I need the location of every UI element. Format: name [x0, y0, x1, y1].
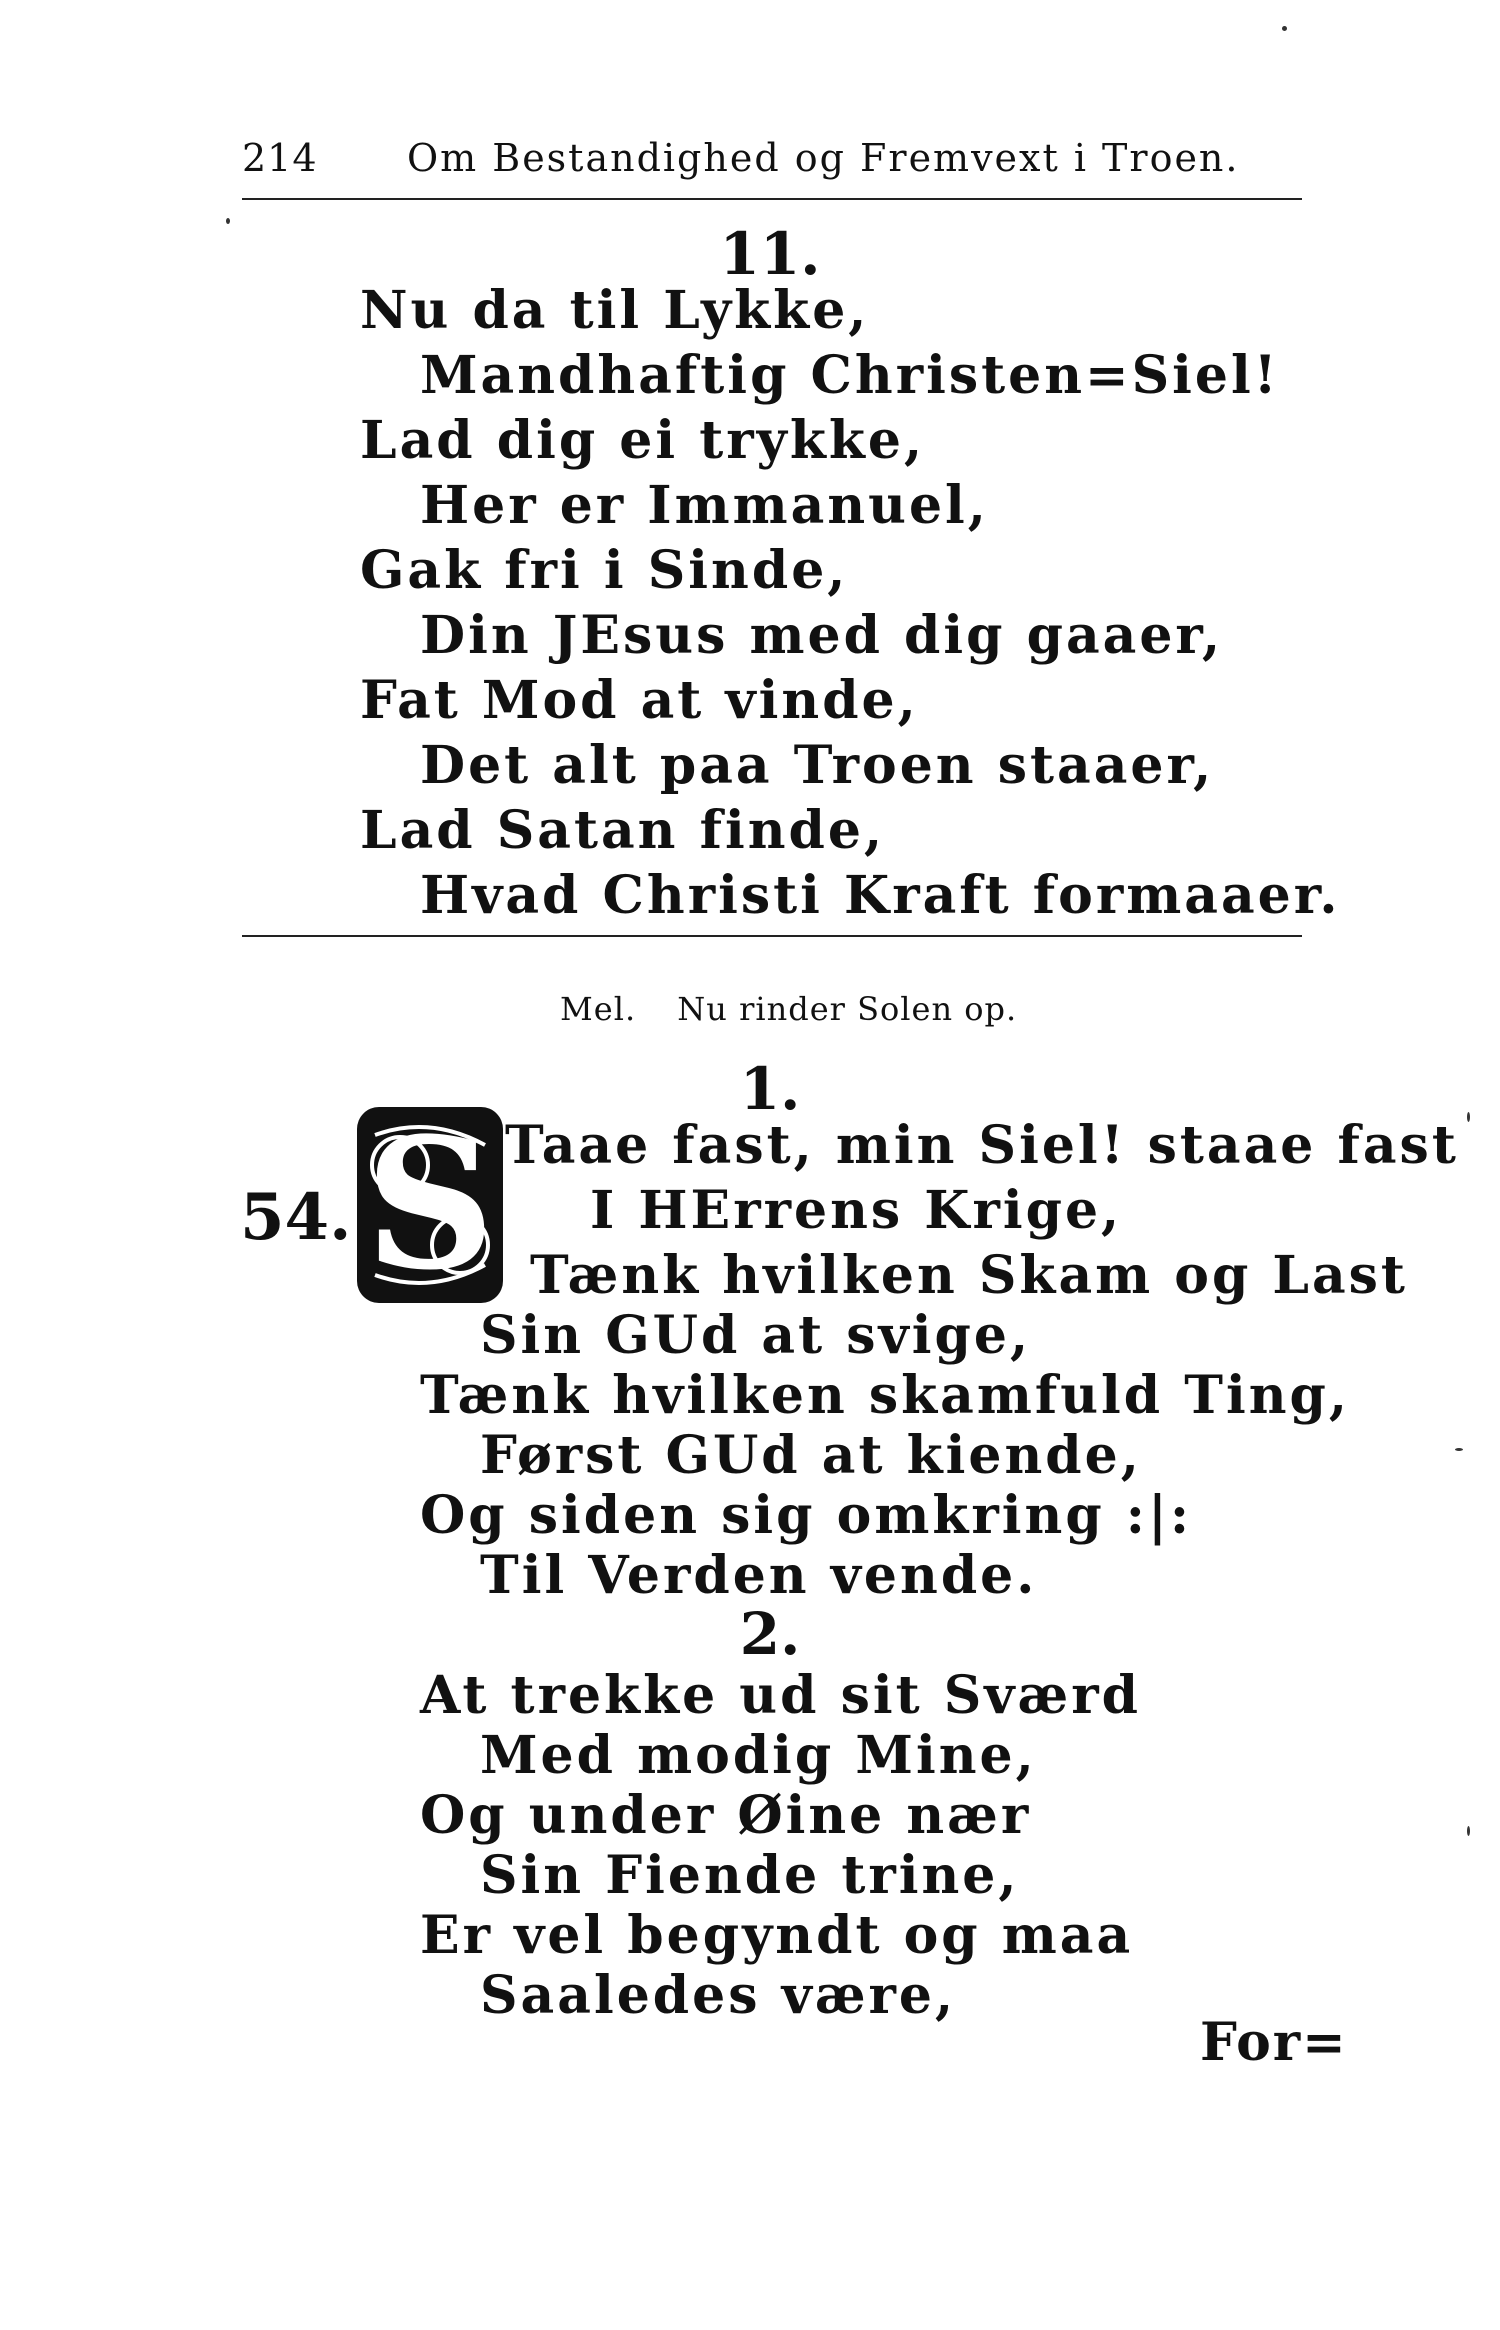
ornamental-dropcap	[355, 1099, 505, 1310]
verse-line: Og siden sig omkring :|:	[420, 1485, 1193, 1546]
running-title: Om Bestandighed og Fremvext i Troen.	[407, 136, 1240, 180]
verse-line: Og under Øine nær	[420, 1785, 1032, 1846]
verse-line: Her er Immanuel,	[420, 475, 989, 536]
verse-line: I HErrens Krige,	[590, 1180, 1123, 1241]
verse-line: Fat Mod at vinde,	[360, 670, 919, 731]
scan-speck	[1455, 1448, 1463, 1451]
verse-line: Til Verden vende.	[480, 1545, 1038, 1606]
verse-line: Nu da til Lykke,	[360, 280, 870, 341]
verse-line: Er vel begyndt og maa	[420, 1905, 1134, 1966]
verse-line: Tænk hvilken skamfuld Ting,	[420, 1365, 1350, 1426]
verse-line: Mandhaftig Christen=Siel!	[420, 345, 1280, 406]
melody-label: Mel.	[560, 990, 637, 1028]
running-header	[242, 128, 1302, 188]
verse-number: 11.	[719, 220, 821, 288]
verse-line: Lad Satan finde,	[360, 800, 886, 861]
verse-line: At trekke ud sit Sværd	[420, 1665, 1141, 1726]
verse-line: Hvad Christi Kraft formaaer.	[420, 865, 1341, 926]
header-rule	[242, 198, 1302, 200]
scan-speck	[1282, 26, 1287, 31]
verse-number: 1.	[739, 1055, 801, 1123]
hymn-number: 54.	[240, 1180, 352, 1255]
scan-speck	[226, 218, 230, 224]
verse-line: Sin GUd at svige,	[480, 1305, 1032, 1366]
page-number: 214	[242, 136, 318, 180]
scan-speck	[1467, 1826, 1470, 1836]
verse-line: Taae fast, min Siel! staae fast	[505, 1115, 1459, 1176]
verse-line: Saaledes være,	[480, 1965, 957, 2026]
verse-line: Gak fri i Sinde,	[360, 540, 849, 601]
catchword: For=	[1200, 2012, 1348, 2073]
melody-line	[560, 990, 1017, 1028]
verse-line: Lad dig ei trykke,	[360, 410, 926, 471]
verse-number: 2.	[739, 1600, 801, 1668]
melody-tune: Nu rinder Solen op.	[677, 990, 1018, 1028]
verse-line: Sin Fiende trine,	[480, 1845, 1020, 1906]
verse-line: Det alt paa Troen staaer,	[420, 735, 1215, 796]
section-rule	[242, 935, 1302, 937]
dropcap-letter: S	[365, 1099, 495, 1310]
scan-speck	[1467, 1112, 1470, 1122]
verse-line: Med modig Mine,	[480, 1725, 1037, 1786]
verse-line: Tænk hvilken Skam og Last	[530, 1245, 1408, 1306]
verse-line: Først GUd at kiende,	[480, 1425, 1142, 1486]
verse-line: Din JEsus med dig gaaer,	[420, 605, 1224, 666]
